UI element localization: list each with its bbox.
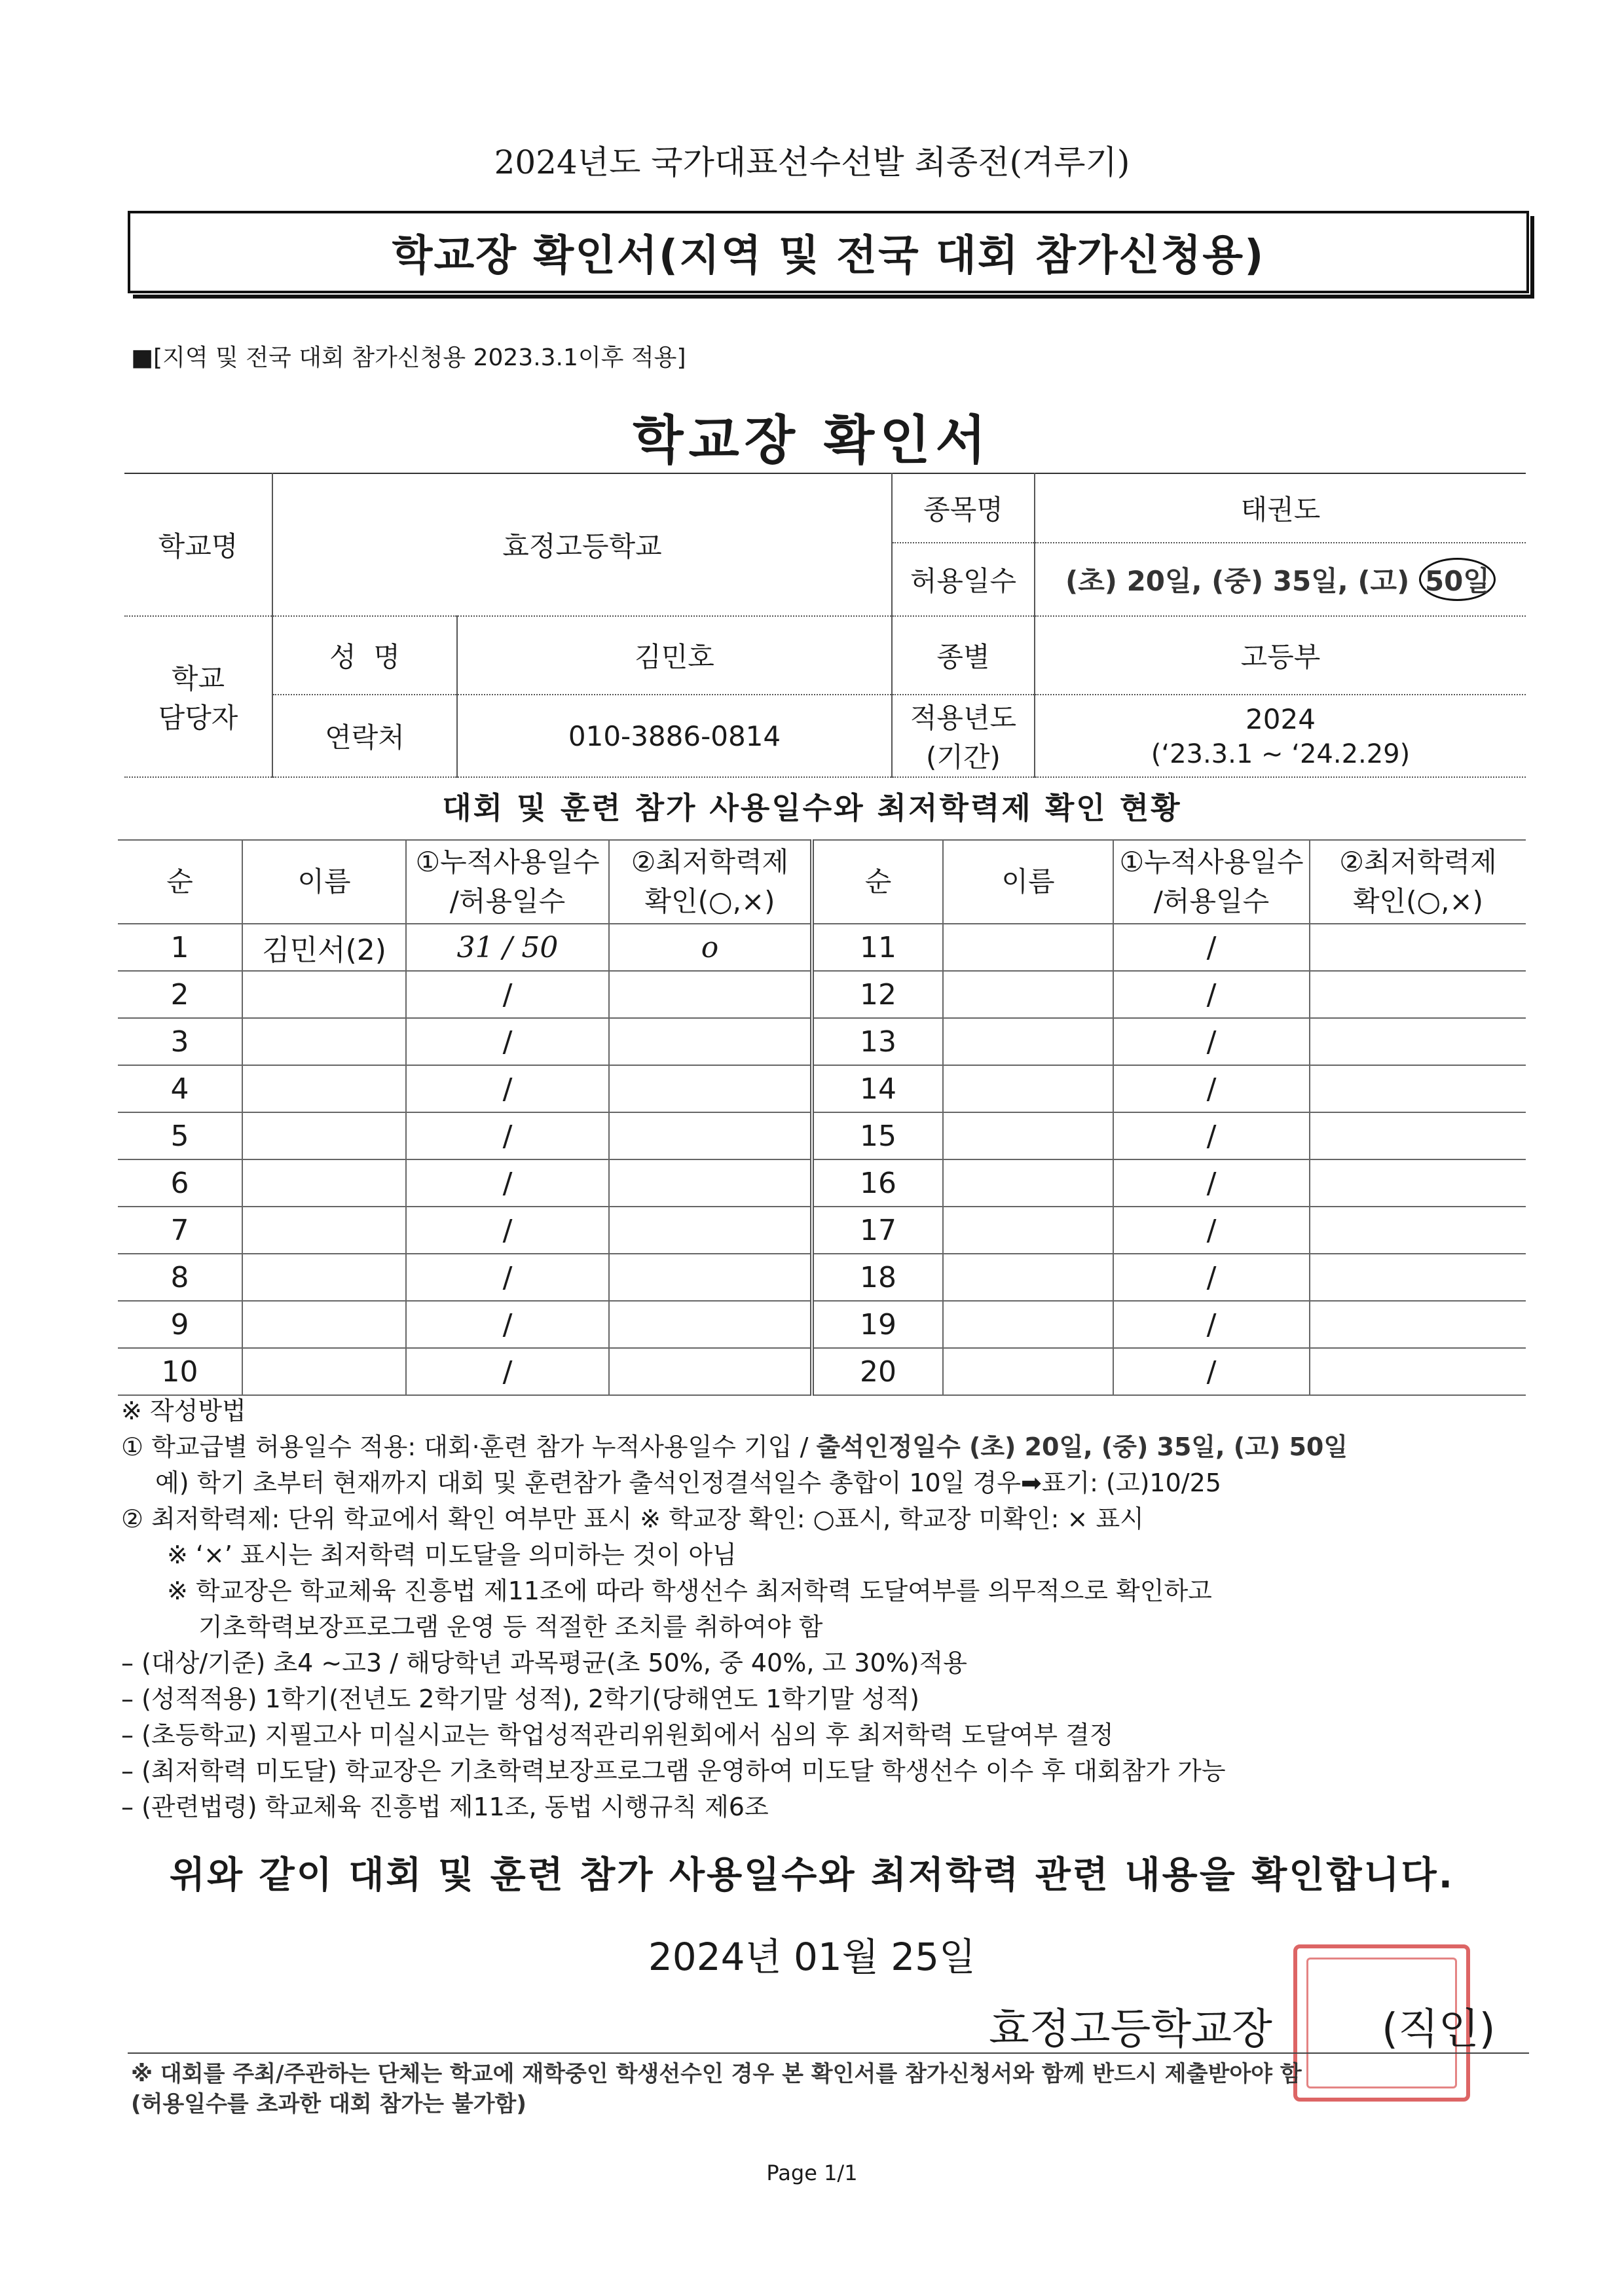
row-min	[1310, 1065, 1526, 1112]
header-days-left-2: /허용일수	[449, 885, 566, 917]
row-days: /	[1113, 971, 1310, 1018]
row-name	[943, 1254, 1113, 1301]
division-label: 종별	[892, 616, 1035, 695]
row-no: 13	[812, 1018, 943, 1065]
year-value	[1035, 695, 1526, 777]
row-no: 12	[812, 971, 943, 1018]
header-min-right-2: 확인(○,×)	[1352, 885, 1484, 917]
instruction-line-8: – (성적적용) 1학기(전년도 2학기말 성적), 2학기(당해연도 1학기말 성적)	[121, 1685, 919, 1713]
row-no: 2	[118, 971, 242, 1018]
instruction-line-9: – (초등학교) 지필고사 미실시교는 학업성적관리위원회에서 심의 후 최저학력 도달여부 결정	[121, 1721, 1114, 1749]
row-days: /	[1113, 924, 1310, 971]
row-no: 20	[812, 1348, 943, 1395]
row-min	[609, 1112, 812, 1159]
header-no-left: 순	[118, 840, 242, 924]
row-days: /	[1113, 1018, 1310, 1065]
table-row	[118, 1301, 1526, 1348]
row-days: /	[406, 971, 609, 1018]
row-name: 김민서(2)	[242, 924, 406, 971]
table-row	[118, 1112, 1526, 1159]
header-min-left-2: 확인(○,×)	[644, 885, 775, 917]
status-title: 대회 및 훈련 참가 사용일수와 최저학력제 확인 현황	[442, 790, 1182, 826]
contact-label: 연락처	[272, 695, 457, 777]
header-days-right-1: ①누적사용일수	[1119, 846, 1304, 878]
instruction-line-1	[121, 1429, 1529, 1465]
row-name	[943, 1348, 1113, 1395]
row-no: 11	[812, 924, 943, 971]
row-name	[242, 1018, 406, 1065]
row-min	[609, 1159, 812, 1207]
row-no: 1	[118, 924, 242, 971]
school-info-table	[124, 473, 1526, 778]
row-no: 15	[812, 1112, 943, 1159]
row-min	[1310, 1301, 1526, 1348]
row-name	[943, 1112, 1113, 1159]
row-min	[1310, 1159, 1526, 1207]
year-label-line2: (기간)	[926, 741, 1001, 773]
row-name	[943, 1159, 1113, 1207]
row-min	[609, 1207, 812, 1254]
row-days: /	[406, 1065, 609, 1112]
table-row	[118, 971, 1526, 1018]
row-name	[943, 1018, 1113, 1065]
confirmation-text: 위와 같이 대회 및 훈련 참가 사용일수와 최저학력 관련 내용을 확인합니다.	[169, 1854, 1455, 1897]
row-days: /	[1113, 1254, 1310, 1301]
allowed-days-prefix: (초) 20일, (중) 35일, (고)	[1065, 565, 1410, 597]
header-min-left-1: ②최저학력제	[631, 846, 789, 878]
header-days-left	[406, 840, 609, 924]
row-min	[1310, 971, 1526, 1018]
table-row	[118, 1065, 1526, 1112]
instruction-line-2: 예) 학기 초부터 현재까지 대회 및 훈련참가 출석인정결석일수 총합이 10일 경우➡표기: (고)10/25	[155, 1468, 1221, 1497]
sport-name: 태권도	[1035, 473, 1526, 543]
usage-grid	[118, 839, 1526, 1396]
row-name	[242, 1301, 406, 1348]
row-days: 31 / 50	[406, 924, 609, 971]
row-days: /	[1113, 1301, 1310, 1348]
row-days: /	[1113, 1348, 1310, 1395]
manager-label	[124, 616, 272, 777]
instruction-line-1b: 출석인정일수 (초) 20일, (중) 35일, (고) 50일	[816, 1432, 1348, 1461]
allowed-days-label: 허용일수	[892, 543, 1035, 616]
manager-name: 김민호	[457, 616, 892, 695]
table-row	[118, 1254, 1526, 1301]
row-no: 3	[118, 1018, 242, 1065]
row-name	[242, 1112, 406, 1159]
principal-signature: 효정고등학교장	[989, 2005, 1272, 2054]
row-days: /	[1113, 1159, 1310, 1207]
row-name	[242, 1159, 406, 1207]
row-no: 10	[118, 1348, 242, 1395]
form-title: 학교장 확인서	[633, 410, 991, 471]
table-row	[118, 924, 1526, 971]
row-days: /	[1113, 1207, 1310, 1254]
instructions-heading: ※ 작성방법	[121, 1396, 246, 1425]
name-label: 성 명	[272, 616, 457, 695]
header-min-right	[1310, 840, 1526, 924]
row-min	[609, 1301, 812, 1348]
table-row	[118, 1018, 1526, 1065]
row-days: /	[406, 1018, 609, 1065]
seal-label: (직인)	[1382, 2005, 1496, 2054]
row-min	[1310, 924, 1526, 971]
manager-label-line2: 담당자	[158, 702, 238, 734]
header-days-left-1: ①누적사용일수	[415, 846, 600, 878]
year-label	[892, 695, 1035, 777]
row-name	[943, 971, 1113, 1018]
contact-value: 010-3886-0814	[457, 695, 892, 777]
row-min	[1310, 1254, 1526, 1301]
header-days-right	[1113, 840, 1310, 924]
row-name	[242, 1254, 406, 1301]
header-no-right: 순	[812, 840, 943, 924]
applicability-note: ■[지역 및 전국 대회 참가신청용 2023.3.1이후 적용]	[131, 344, 686, 371]
issue-date: 2024년 01월 25일	[648, 1935, 976, 1979]
instructions	[121, 1393, 1529, 1825]
manager-label-line1: 학교	[171, 663, 225, 695]
row-name	[242, 971, 406, 1018]
row-min	[609, 1348, 812, 1395]
row-days: /	[406, 1254, 609, 1301]
year-period: (‘23.3.1 ~ ‘24.2.29)	[1151, 738, 1411, 769]
header-days-right-2: /허용일수	[1153, 885, 1270, 917]
row-min	[609, 971, 812, 1018]
header-min-left	[609, 840, 812, 924]
instruction-line-6: 기초학력보장프로그램 운영 등 적절한 조치를 취하여야 함	[198, 1613, 823, 1641]
page-number: Page 1/1	[766, 2160, 858, 2185]
row-name	[943, 1065, 1113, 1112]
allowed-days-value	[1035, 543, 1526, 616]
instruction-line-7: – (대상/기준) 초4 ~고3 / 해당학년 과목평균(초 50%, 중 40%, 고 30%)적용	[121, 1649, 967, 1677]
row-name	[943, 1301, 1113, 1348]
row-no: 19	[812, 1301, 943, 1348]
row-days: /	[406, 1348, 609, 1395]
row-days: /	[406, 1159, 609, 1207]
row-days: /	[406, 1112, 609, 1159]
row-no: 7	[118, 1207, 242, 1254]
header-min-right-1: ②최저학력제	[1339, 846, 1497, 878]
footer-divider	[128, 2052, 1529, 2054]
event-title: 2024년도 국가대표선수선발 최종전(겨루기)	[494, 143, 1130, 181]
row-no: 6	[118, 1159, 242, 1207]
allowed-days-circled: 50일	[1419, 558, 1496, 601]
instruction-line-5: ※ 학교장은 학교체육 진흥법 제11조에 따라 학생선수 최저학력 도달여부를 의무적으로 확인하고	[167, 1576, 1212, 1605]
row-no: 5	[118, 1112, 242, 1159]
row-min	[609, 1018, 812, 1065]
row-name	[242, 1065, 406, 1112]
row-min	[1310, 1112, 1526, 1159]
header-name-right: 이름	[943, 840, 1113, 924]
instruction-line-10: – (최저학력 미도달) 학교장은 기초학력보장프로그램 운영하여 미도달 학생선수 이수 후 대회참가 가능	[121, 1757, 1226, 1785]
footer-note	[131, 2059, 1532, 2119]
row-min	[609, 1065, 812, 1112]
row-min	[609, 1254, 812, 1301]
header-name-left: 이름	[242, 840, 406, 924]
table-row	[118, 1348, 1526, 1395]
row-min	[1310, 1207, 1526, 1254]
row-no: 16	[812, 1159, 943, 1207]
instruction-line-11: – (관련법령) 학교체육 진흥법 제11조, 동법 시행규칙 제6조	[121, 1793, 769, 1821]
row-days: /	[406, 1301, 609, 1348]
table-row	[118, 1159, 1526, 1207]
footer-line-2: (허용일수를 초과한 대회 참가는 불가함)	[131, 2091, 526, 2117]
table-row	[118, 1207, 1526, 1254]
row-min	[1310, 1018, 1526, 1065]
row-name	[242, 1348, 406, 1395]
instruction-line-4: ※ ‘×’ 표시는 최저학력 미도달을 의미하는 것이 아님	[167, 1540, 737, 1569]
row-no: 17	[812, 1207, 943, 1254]
row-min	[1310, 1348, 1526, 1395]
row-no: 18	[812, 1254, 943, 1301]
row-name	[943, 924, 1113, 971]
row-no: 14	[812, 1065, 943, 1112]
row-no: 4	[118, 1065, 242, 1112]
year-label-line1: 적용년도	[910, 702, 1017, 734]
row-days: /	[406, 1207, 609, 1254]
row-min: o	[609, 924, 812, 971]
instruction-line-1a: ① 학교급별 허용일수 적용: 대회·훈련 참가 누적사용일수 기입 /	[121, 1432, 817, 1461]
footer-line-1: ※ 대회를 주최/주관하는 단체는 학교에 재학중인 학생선수인 경우 본 확인서를 참가신청서와 함께 반드시 제출받아야 함	[131, 2061, 1302, 2087]
division-value: 고등부	[1035, 616, 1526, 695]
row-no: 8	[118, 1254, 242, 1301]
school-label: 학교명	[124, 473, 272, 616]
year-number: 2024	[1246, 702, 1316, 735]
row-days: /	[1113, 1112, 1310, 1159]
row-no: 9	[118, 1301, 242, 1348]
row-name	[943, 1207, 1113, 1254]
sport-label: 종목명	[892, 473, 1035, 543]
school-name: 효정고등학교	[272, 473, 892, 616]
row-days: /	[1113, 1065, 1310, 1112]
row-name	[242, 1207, 406, 1254]
instruction-line-3: ② 최저학력제: 단위 학교에서 확인 여부만 표시 ※ 학교장 확인: ○표시, 학교장 미확인: × 표시	[121, 1504, 1144, 1533]
banner-title: 학교장 확인서(지역 및 전국 대회 참가신청용)	[128, 211, 1529, 293]
